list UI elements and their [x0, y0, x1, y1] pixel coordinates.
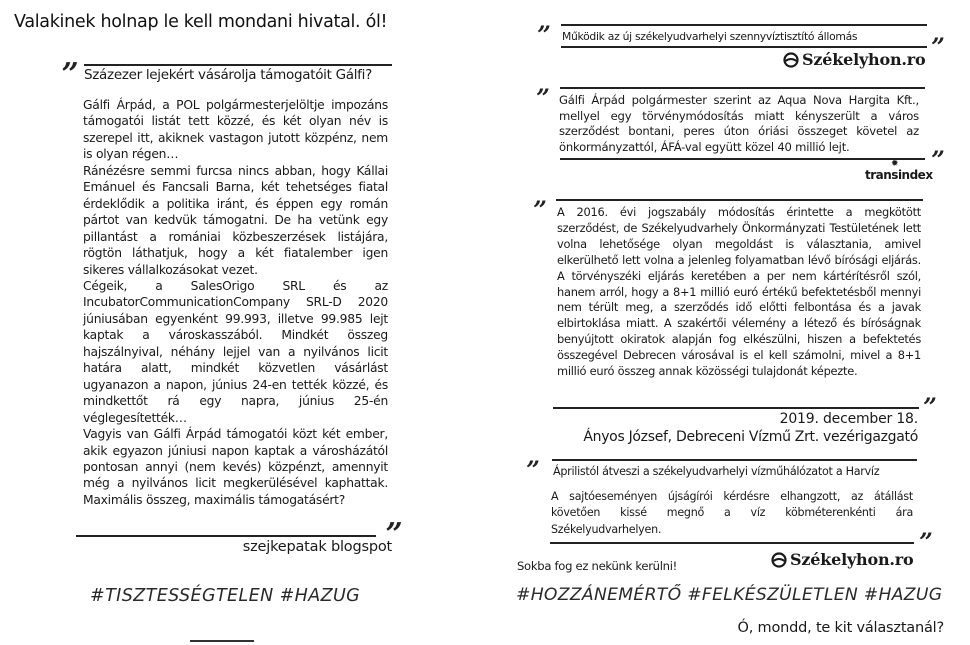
- quote-body: [557, 205, 921, 380]
- quote-bottom-rule: [560, 158, 925, 160]
- quote-body: [551, 489, 913, 538]
- quote-bottom-rule: [550, 542, 914, 544]
- quote-open-icon: ”: [532, 83, 549, 112]
- quote-headline: Áprilistól átveszi a székelyudvarhelyi vízműhálózatot a Harvíz: [553, 465, 880, 478]
- szekelyhon-logo-icon: [771, 552, 787, 568]
- quote-top-rule: [561, 24, 927, 26]
- logo-text: Székelyhon.ro: [802, 50, 926, 69]
- logo-text: Székelyhon.ro: [790, 550, 914, 569]
- quote-author: Ányos József, Debreceni Vízmű Zrt. vezérigazgató: [583, 429, 918, 445]
- quote-paragraph: Vagyis van Gálfi Árpád támogatói közt két ember, akik egyazon júniusi napon kaptak a városházától pontosan annyi (nem kevés) közpénzt, amennyit még a nyilvános licit megkerülésével kaphattak. Maximális összeg, maximális támogatásért?: [83, 427, 388, 507]
- quote-paragraph: Gálfi Árpád, a POL polgármesterjelöltje impozáns támogatói listát tett közzé, és két olyan név is szerepel itt, akiknek vastagon jutott közpénz, nem is olyan régen…: [83, 98, 388, 162]
- quote-open-icon: ”: [533, 20, 550, 49]
- quote-headline: Százezer lejekért vásárolja támogatóit Gálfi?: [84, 67, 372, 83]
- logo-text: transindex: [865, 168, 933, 182]
- quote-top-rule: [560, 87, 925, 89]
- quote-close-icon: ”: [927, 145, 944, 174]
- quote-body: Gálfi Árpád polgármester szerint az Aqua Nova Hargita Kft., mellyel egy törvénymódosítás miatt kényszerült a város szerződést bontani, peres úton óriási összeget követel az önkormányzattól, ÁFÁ-val együtt közel 40 millió lejt.: [559, 93, 919, 154]
- quote-close-icon: ”: [381, 517, 402, 552]
- quote-body: [83, 97, 388, 508]
- szekelyhon-logo: [783, 50, 925, 69]
- quote-paragraph: Ránézésre semmi furcsa nincs abban, hogy Kállai Emánuel és Fancsali Barna, két tehetséges fiatal érdeklődik a politika iránt, és éppen egy román pártot van kedvük támogatni. De ha vetünk egy pillantást a romániai közbeszerzések listájára, rögtön láthatjuk, hogy a két fiatalember igen sikeres vállalkozásokat vezet.: [83, 163, 388, 277]
- quote-paragraph: Cégeik, a SalesOrigo SRL és az IncubatorCommunicationCompany SRL-D 2020 júniusában egyenként 99.993, illetve 99.985 lejt kaptak a városkasszából. Mindkét összeg hajszálnyival, néhány lejjel van a nyilvános licit határa alatt, mindkét közvetlen vásárlást ugyanazon a napon, június 24-en tették közzé, és mindkettőt rá egy napra, június 25-én véglegesítették…: [83, 278, 388, 425]
- quote-headline: Működik az új székelyudvarhelyi szennyvíztisztító állomás: [562, 30, 858, 43]
- transindex-logo: [865, 159, 933, 182]
- hashtags: #TISZTESSÉGTELEN #HAZUG: [90, 586, 361, 606]
- hashtags: #HOZZÁNEMÉRTŐ #FELKÉSZÜLETLEN #HAZUG: [516, 585, 943, 605]
- quote-close-icon: ”: [915, 527, 932, 556]
- divider: [190, 640, 254, 642]
- quote-open-icon: ”: [522, 455, 539, 484]
- quote-bottom-rule: [553, 407, 919, 409]
- tagline: Sokba fog ez nekünk kerülni!: [517, 559, 677, 573]
- quote-open-icon: ”: [57, 57, 78, 92]
- closing-question: Ó, mondd, te kit választanál?: [737, 620, 944, 636]
- quote-open-icon: ”: [529, 195, 546, 224]
- quote-date: 2019. december 18.: [779, 411, 918, 427]
- quote-source: szejkepatak blogspot: [242, 539, 392, 555]
- szekelyhon-logo: [771, 550, 913, 569]
- quote-top-rule: [84, 64, 392, 66]
- quote-close-icon: ”: [927, 32, 944, 61]
- transindex-sun-icon: ✹: [891, 159, 899, 169]
- quote-bottom-rule: [561, 46, 927, 48]
- quote-close-icon: ”: [919, 392, 936, 421]
- page-title: Valakinek holnap le kell mondani hivatal. ól!: [14, 12, 388, 32]
- quote-top-rule: [552, 459, 917, 461]
- quote-top-rule: [556, 199, 923, 201]
- szekelyhon-logo-icon: [783, 52, 799, 68]
- quote-paragraph: A sajtóeseményen újságírói kérdésre elhangzott, az átállást követően kissé megnő a víz köbméterenkénti ára Székelyudvarhelyen.: [551, 490, 913, 536]
- quote-bottom-rule: [76, 535, 376, 537]
- quote-paragraph: A 2016. évi jogszabály módosítás érintette a megkötött szerződést, de Székelyudvarhely Önkormányzati Testületének lett volna lehetősége olyan megoldást is választania, amivel elkerülhető lett volna a jelenleg folyamatban lévő bírósági eljárás. A törvényszéki eljárás keretében a per nem kártérítésről szól, hanem arról, hogy a 8+1 millió euró értékű befektetésből mennyi nem térült meg, a szerződés idő előtti felbontása és a javak elbirtoklása miatt. A szakértői vélemény a létező és bíróságnak benyújtott okiratok alapján fog elkészülni, hiszen a befektetés összegével Debrecen városával is el kell számolni, mivel a 8+1 millió euró összeg annak közösségi tulajdonát képezte.: [557, 205, 921, 379]
